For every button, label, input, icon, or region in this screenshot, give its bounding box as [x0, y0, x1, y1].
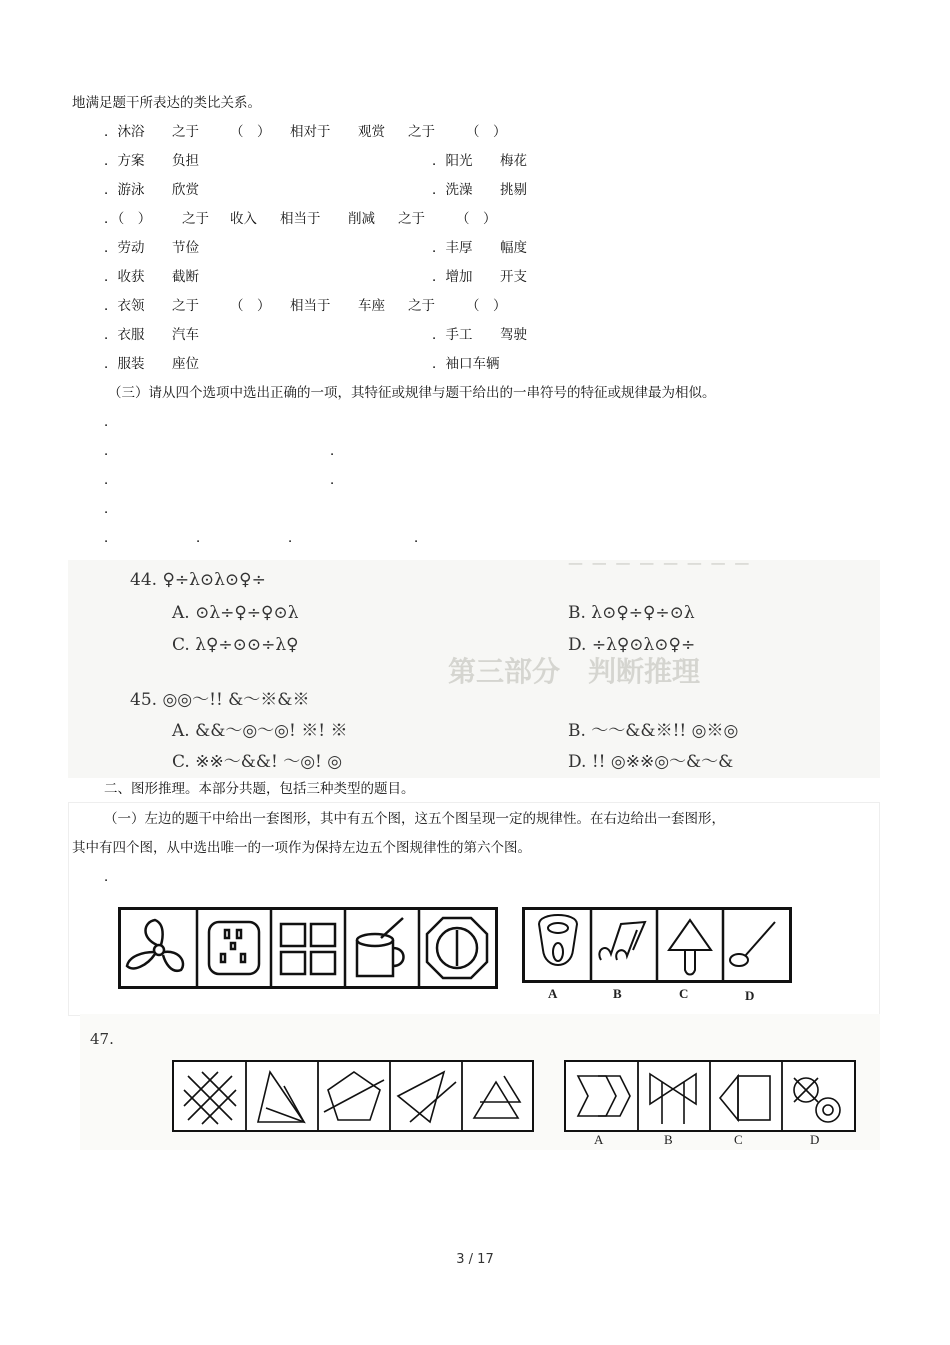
q3-option-c-1: ．服装 — [104, 356, 145, 372]
scanned-symbol-questions: — — — — — — — — 第三部分 判断推理 44. ♀÷λ⊙λ⊙♀÷ A. ⊙λ÷♀÷♀⊙λ B. λ⊙♀÷♀÷⊙λ C. λ♀÷⊙⊙÷λ♀ D. ÷λ♀⊙λ⊙♀÷ 45. ◎◎～!! &～※&※ A. &&～◎～◎! ※! ※ B. ～～&&※!! ◎※◎ C. ※※～&&! ～◎! ◎ D. !! ◎※※◎～&～& — [68, 560, 880, 778]
dot-marker: ． — [196, 530, 210, 546]
q44-option-a: A. ⊙λ÷♀÷♀⊙λ — [172, 603, 299, 623]
q2-word-3: 相当于 — [280, 211, 321, 227]
overlap-triangles-figure — [474, 1076, 520, 1118]
q1-word-4: 观赏 — [358, 124, 385, 140]
section-2a-instructions-1: （一）左边的题干中给出一套图形，其中有五个图，这五个图呈现一定的规律性。在右边给出一套图形， — [104, 811, 725, 827]
q1-option-a-2: 负担 — [172, 153, 199, 169]
q2-option-d-2: 开支 — [500, 269, 527, 285]
q2-blank-2: （ ） — [456, 211, 497, 227]
q46-stem-svg — [121, 910, 495, 986]
option-d-figure — [730, 922, 775, 966]
q1-option-a-1: ．方案 — [104, 153, 145, 169]
ghost-heading: 第三部分 判断推理 — [448, 655, 701, 688]
q2-option-b-2: 幅度 — [500, 240, 527, 256]
dot-marker: ． — [330, 472, 344, 488]
q1-option-d-2: 挑剔 — [500, 182, 527, 198]
option-b-figure — [599, 922, 645, 960]
option-label-a: A — [548, 986, 558, 1001]
q1-blank-2: （ ） — [466, 124, 507, 140]
q47-option-label-a: A — [594, 1132, 604, 1147]
dot-marker: ． — [104, 414, 118, 430]
window-grid-icon — [281, 924, 335, 974]
q2-word-4: 削减 — [348, 211, 375, 227]
dot-marker: ． — [104, 869, 118, 885]
crossed-triangles-figure — [398, 1072, 456, 1122]
q1-word-2: 之于 — [172, 124, 199, 140]
q45-option-a: A. &&～◎～◎! ※! ※ — [172, 721, 348, 741]
q1-word-3: 相对于 — [290, 124, 331, 140]
option-a-chevrons — [578, 1076, 630, 1116]
section-2-heading: 二、图形推理。本部分共题，包括三种类型的题目。 — [104, 781, 415, 797]
q1-option-b-2: 梅花 — [500, 153, 527, 169]
option-c-diamond-square — [720, 1076, 770, 1120]
q3-option-d-1: ．袖口车辆 — [432, 356, 500, 372]
q3-word-5: 之于 — [408, 298, 435, 314]
q44-option-d: D. ÷λ♀⊙λ⊙♀÷ — [568, 635, 696, 655]
option-b-bowtie — [650, 1074, 696, 1124]
triangles-figure — [258, 1072, 304, 1122]
q1-option-c-2: 欣赏 — [172, 182, 199, 198]
q3-blank-2: （ ） — [466, 298, 507, 314]
q1-blank-1: （ ） — [230, 124, 271, 140]
q44-option-c: C. λ♀÷⊙⊙÷λ♀ — [172, 635, 299, 655]
option-label-d: D — [745, 988, 755, 1003]
option-label-b: B — [613, 986, 622, 1001]
q3-option-a-2: 汽车 — [172, 327, 199, 343]
q1-word-1: ．沐浴 — [104, 124, 145, 140]
q2-option-b-1: ．丰厚 — [432, 240, 473, 256]
q3-word-4: 车座 — [358, 298, 385, 314]
pentagon-figure — [324, 1072, 384, 1120]
q1-option-b-1: ．阳光 — [432, 153, 473, 169]
q47-option-figures — [564, 1060, 856, 1132]
dot-marker: ． — [104, 443, 118, 459]
q2-option-c-2: 截断 — [172, 269, 199, 285]
q47-option-label-d: D — [810, 1132, 820, 1147]
q45-stem: 45. ◎◎～!! &～※&※ — [130, 690, 310, 710]
fan-icon — [127, 920, 183, 971]
q47-stem-figures — [172, 1060, 534, 1132]
dot-marker: ． — [414, 530, 428, 546]
q45-option-b: B. ～～&&※!! ◎※◎ — [568, 721, 739, 741]
intro-line: 地满足题干所表达的类比关系。 — [72, 95, 261, 111]
section-3-instructions: （三）请从四个选项中选出正确的一项，其特征或规律与题干给出的一串符号的特征或规律最为相似。 — [108, 385, 716, 401]
dot-marker: ． — [104, 472, 118, 488]
q46-stem-figures — [118, 907, 498, 989]
q3-word-3: 相当于 — [290, 298, 331, 314]
q3-option-a-1: ．衣服 — [104, 327, 145, 343]
q2-option-c-1: ．收获 — [104, 269, 145, 285]
q47-stem-svg — [174, 1062, 532, 1130]
option-label-c: C — [679, 986, 689, 1001]
q3-option-b-2: 驾驶 — [500, 327, 527, 343]
q47-option-label-c: C — [734, 1132, 743, 1147]
q45-option-d: D. !! ◎※※◎～&～& — [568, 752, 734, 772]
page-number: 3 / 17 — [456, 1252, 494, 1267]
q44-option-b: B. λ⊙♀÷♀÷⊙λ — [568, 603, 695, 623]
q2-word-5: 之于 — [398, 211, 425, 227]
q2-option-d-1: ．增加 — [432, 269, 473, 285]
q3-blank-1: （ ） — [230, 298, 271, 314]
q3-word-2: 之于 — [172, 298, 199, 314]
q47-number: 47. — [90, 1030, 114, 1048]
q47-options-svg — [566, 1062, 854, 1130]
q2-word-1: 之于 — [182, 211, 209, 227]
dot-marker: ． — [104, 501, 118, 517]
q2-option-a-1: ．劳动 — [104, 240, 145, 256]
q45-option-c: C. ※※～&&! ～◎! ◎ — [172, 752, 343, 772]
dot-marker: ． — [104, 530, 118, 546]
q2-blank-1: ．（ ） — [104, 211, 152, 227]
q1-word-5: 之于 — [408, 124, 435, 140]
q3-word-1: ．衣领 — [104, 298, 145, 314]
q1-option-d-1: ．洗澡 — [432, 182, 473, 198]
q44-stem: 44. ♀÷λ⊙λ⊙♀÷ — [130, 570, 266, 590]
option-a-figure — [539, 915, 577, 965]
q3-option-c-2: 座位 — [172, 356, 199, 372]
section-2a-instructions-2: 其中有四个图，从中选出唯一的一项作为保持左边五个图规律性的第六个图。 — [72, 840, 531, 856]
q2-option-a-2: 节俭 — [172, 240, 199, 256]
q47-option-label-b: B — [664, 1132, 673, 1147]
outlet-icon — [209, 922, 259, 974]
q46-options-svg — [525, 910, 789, 980]
dot-marker: ． — [288, 530, 302, 546]
option-d-circles — [794, 1078, 840, 1122]
crosshatch-figure — [184, 1072, 236, 1124]
q2-word-2: 收入 — [230, 211, 257, 227]
octagon-icon — [427, 918, 487, 978]
q1-option-c-1: ．游泳 — [104, 182, 145, 198]
q46-option-figures — [522, 907, 792, 983]
mug-icon — [357, 918, 404, 976]
dot-marker: ． — [330, 443, 344, 459]
q3-option-b-1: ．手工 — [432, 327, 473, 343]
option-c-figure — [669, 920, 711, 975]
